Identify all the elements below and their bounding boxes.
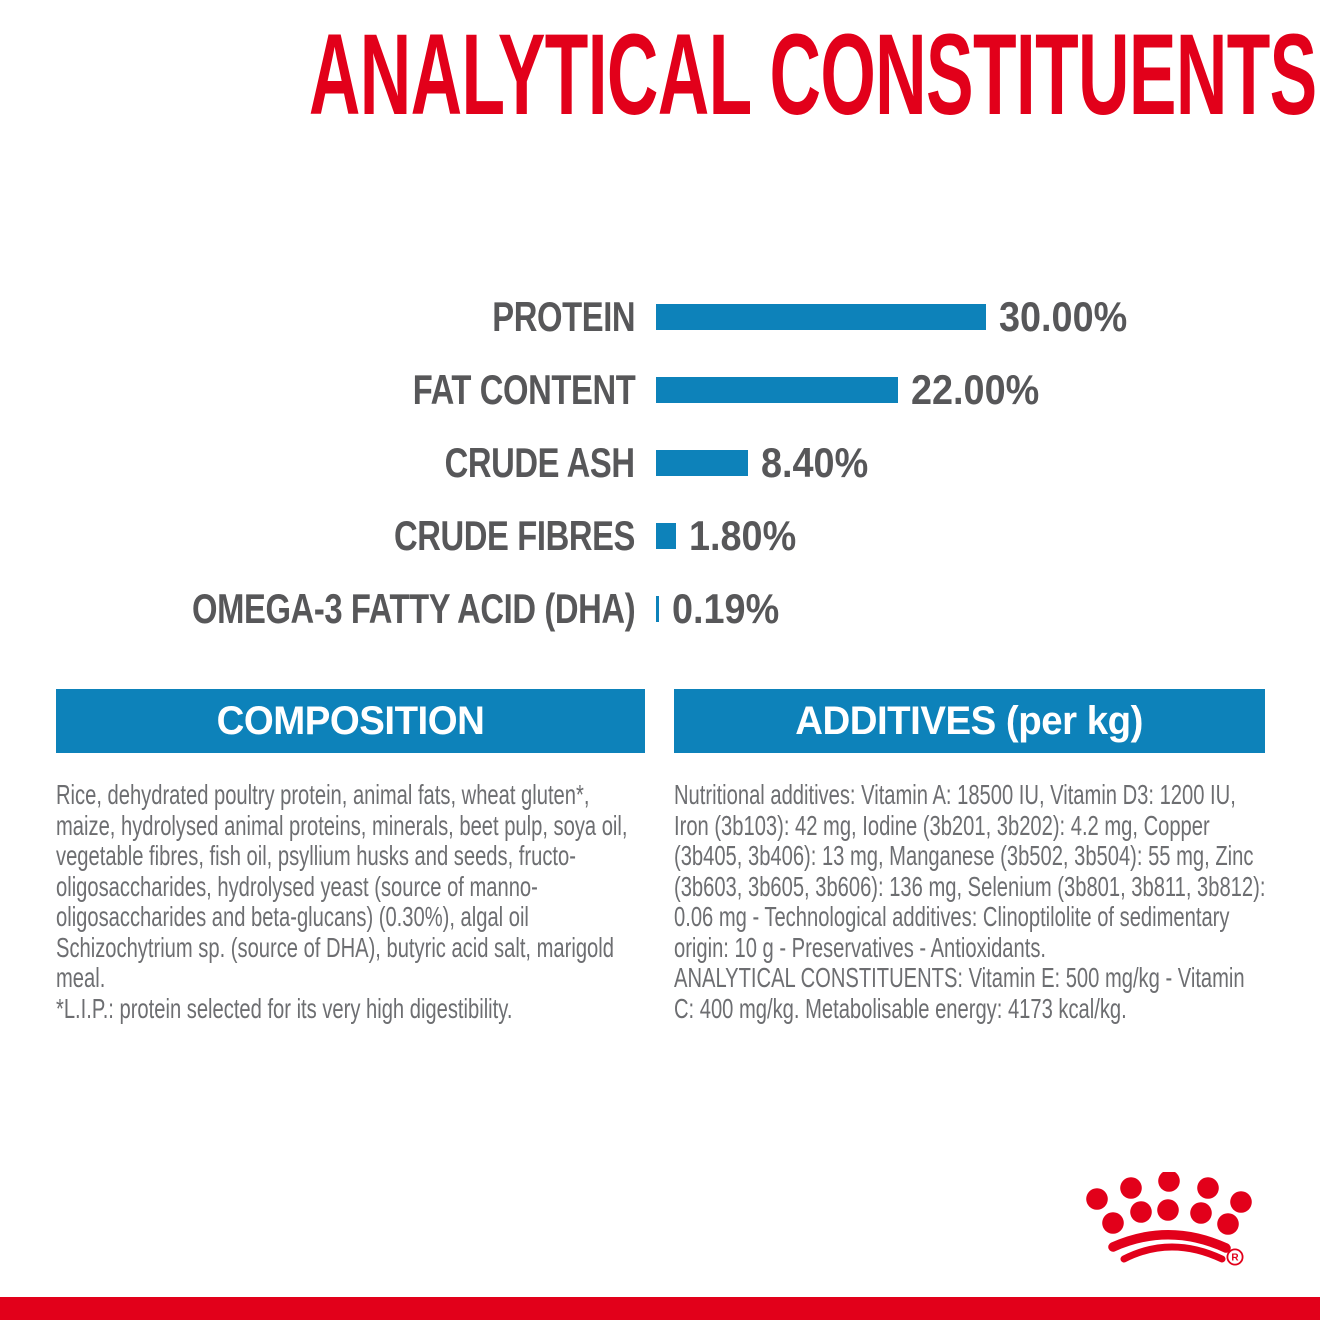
chart-value-label: 30.00% (999, 292, 1128, 340)
composition-header-band (56, 689, 645, 753)
chart-value-label: 0.19% (672, 584, 780, 632)
composition-header: COMPOSITION (216, 698, 485, 743)
composition-section (56, 689, 645, 1024)
composition-body (56, 780, 641, 1024)
chart-row (0, 499, 1320, 572)
chart-bar (656, 596, 659, 622)
additives-body (674, 780, 1266, 1024)
analytical-constituents-chart (0, 280, 1320, 645)
additives-header: ADDITIVES (per kg) (795, 698, 1144, 743)
additives-section (674, 689, 1265, 1024)
registered-mark-letter: R (1231, 1252, 1239, 1264)
chart-row (0, 426, 1320, 499)
page-title-text: ANALYTICAL CONSTITUENTS (308, 11, 1317, 139)
chart-value-label: 22.00% (911, 365, 1040, 413)
additives-header-band (674, 689, 1265, 753)
chart-row (0, 280, 1320, 353)
chart-row (0, 572, 1320, 645)
chart-category-label-box (0, 293, 656, 341)
chart-bar (656, 523, 676, 549)
crown-arcs (1113, 1235, 1226, 1259)
chart-category-label-box (0, 585, 656, 633)
chart-bar (656, 304, 986, 330)
chart-category-label: OMEGA-3 FATTY ACID (DHA) (191, 584, 635, 632)
chart-row (0, 353, 1320, 426)
chart-category-label: FAT CONTENT (412, 365, 635, 413)
crown-pearls (1086, 1172, 1252, 1235)
chart-category-label: CRUDE FIBRES (393, 511, 635, 559)
page-title (0, 11, 1320, 139)
chart-bar (656, 377, 898, 403)
composition-footnote: *L.I.P.: protein selected for its very high digestibility. (56, 992, 513, 1024)
chart-value-label: 1.80% (689, 511, 797, 559)
composition-text: Rice, dehydrated poultry protein, animal fats, wheat gluten*, maize, hydrolysed animal proteins, minerals, beet pulp, soya oil, vegetable fibres, fish oil, psyllium husks and seeds, fructo-oligosaccharides, hydrolysed yeast (source of manno-oligosaccharides and beta-glucans) (0.30%), algal oil Schizochytrium sp. (source of DHA), butyric acid salt, marigold meal. (56, 779, 628, 993)
additives-analytical-text: ANALYTICAL CONSTITUENTS: Vitamin E: 500 mg/kg - Vitamin C: 400 mg/kg. Metabolisable energy: 4173 kcal/kg. (674, 962, 1245, 1024)
chart-category-label-box (0, 366, 656, 414)
chart-bar (656, 450, 748, 476)
additives-text: Nutritional additives: Vitamin A: 18500 IU, Vitamin D3: 1200 IU, Iron (3b103): 42 mg, Iodine (3b201, 3b202): 4.2 mg, Copper (3b405, 3b406): 13 mg, Manganese (3b502, 3b504): 55 mg, Zinc (3b603, 3b605, 3b606): 136 mg, Selenium (3b801, 3b811, 3b812): 0.06 mg - Technological additives: Clinoptilolite of sedimentary origin: 10 g - Preservatives - Antioxidants. (674, 779, 1266, 963)
chart-category-label-box (0, 512, 656, 560)
footer-red-strip (0, 1297, 1320, 1320)
chart-category-label-box (0, 439, 656, 487)
chart-category-label: PROTEIN (492, 292, 635, 340)
chart-value-label: 8.40% (761, 438, 869, 486)
chart-category-label: CRUDE ASH (444, 438, 635, 486)
registered-trademark-icon (1227, 1249, 1242, 1264)
royal-canin-crown-icon (1082, 1172, 1252, 1297)
